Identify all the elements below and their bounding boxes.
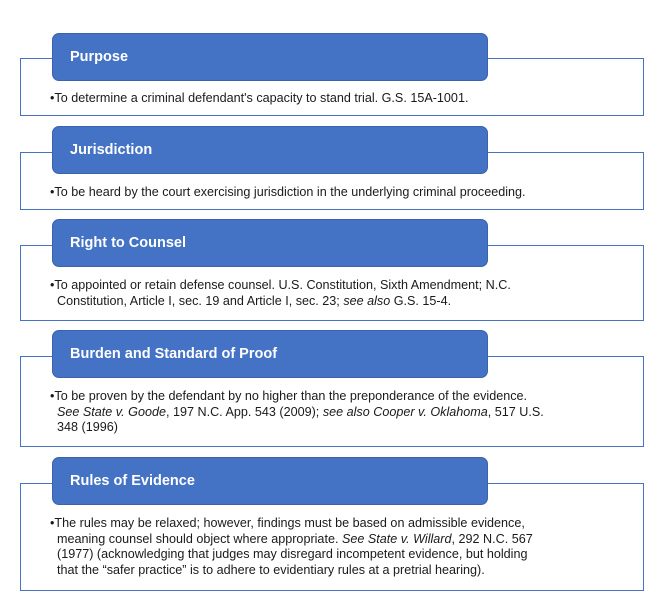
purpose-text: To determine a criminal defendant's capacity to stand trial. G.S. 15A-1001.	[54, 91, 469, 105]
bullet-marker: •	[50, 516, 55, 530]
right-to-counsel-text-part-2: G.S. 15-4.	[390, 293, 452, 308]
burden-case-cooper: see also Cooper v. Oklahoma	[322, 404, 488, 419]
rules-of-evidence-text-line-3: (1977) (acknowledging that judges may disregard incompetent evidence, but holding	[57, 547, 528, 561]
burden-content-text	[50, 389, 590, 436]
bullet-marker: •	[50, 91, 55, 105]
rules-of-evidence-text-line-1: The rules may be relaxed; however, findings must be based on admissible evidence,	[54, 516, 525, 530]
rules-of-evidence-title: Rules of Evidence	[70, 473, 195, 489]
right-to-counsel-see-also: see also	[343, 293, 391, 308]
jurisdiction-text: To be heard by the court exercising jurisdiction in the underlying criminal proceeding.	[54, 185, 526, 199]
burden-title: Burden and Standard of Proof	[70, 346, 278, 362]
rules-of-evidence-content-text	[50, 516, 590, 578]
burden-text-line-2	[50, 405, 590, 421]
burden-bullet-item	[50, 389, 590, 405]
rules-of-evidence-text-line-2	[50, 532, 590, 548]
purpose-header	[52, 33, 488, 81]
right-to-counsel-text-line-2	[50, 294, 590, 310]
purpose-title: Purpose	[70, 49, 129, 65]
jurisdiction-header	[52, 126, 488, 174]
bullet-marker: •	[50, 185, 55, 199]
jurisdiction-bullet-item	[50, 185, 590, 201]
burden-text-line-3: 348 (1996)	[57, 420, 118, 434]
purpose-content-text	[50, 91, 590, 107]
burden-text-line-1: To be proven by the defendant by no higher than the preponderance of the evidence.	[54, 389, 528, 403]
right-to-counsel-text-line-1: To appointed or retain defense counsel. U.S. Constitution, Sixth Amendment; N.C.	[54, 278, 511, 292]
jurisdiction-title: Jurisdiction	[70, 142, 153, 158]
rules-of-evidence-header	[52, 457, 488, 505]
bullet-marker: •	[50, 278, 55, 292]
burden-case-goode: See State v. Goode	[57, 404, 166, 419]
rules-of-evidence-text-line-4: that the “safer practice” is to adhere to evidentiary rules at a pretrial hearing).	[57, 562, 485, 577]
right-to-counsel-bullet-item	[50, 278, 590, 294]
right-to-counsel-text-part: Constitution, Article I, sec. 19 and Article I, sec. 23;	[57, 293, 344, 308]
purpose-bullet-item	[50, 91, 590, 107]
jurisdiction-content-text	[50, 185, 590, 201]
right-to-counsel-title: Right to Counsel	[70, 235, 186, 251]
burden-header	[52, 330, 488, 378]
right-to-counsel-content-text	[50, 278, 590, 309]
rules-of-evidence-bullet-item	[50, 516, 590, 532]
bullet-marker: •	[50, 389, 55, 403]
burden-citation-1: , 197 N.C. App. 543 (2009);	[165, 404, 323, 419]
right-to-counsel-header	[52, 219, 488, 267]
rules-of-evidence-case-willard: See State v. Willard	[341, 531, 452, 546]
burden-citation-2: , 517 U.S.	[487, 404, 544, 419]
rules-of-evidence-citation: , 292 N.C. 567	[451, 531, 533, 546]
rules-of-evidence-text-part: meaning counsel should object where appropriate.	[57, 531, 342, 546]
